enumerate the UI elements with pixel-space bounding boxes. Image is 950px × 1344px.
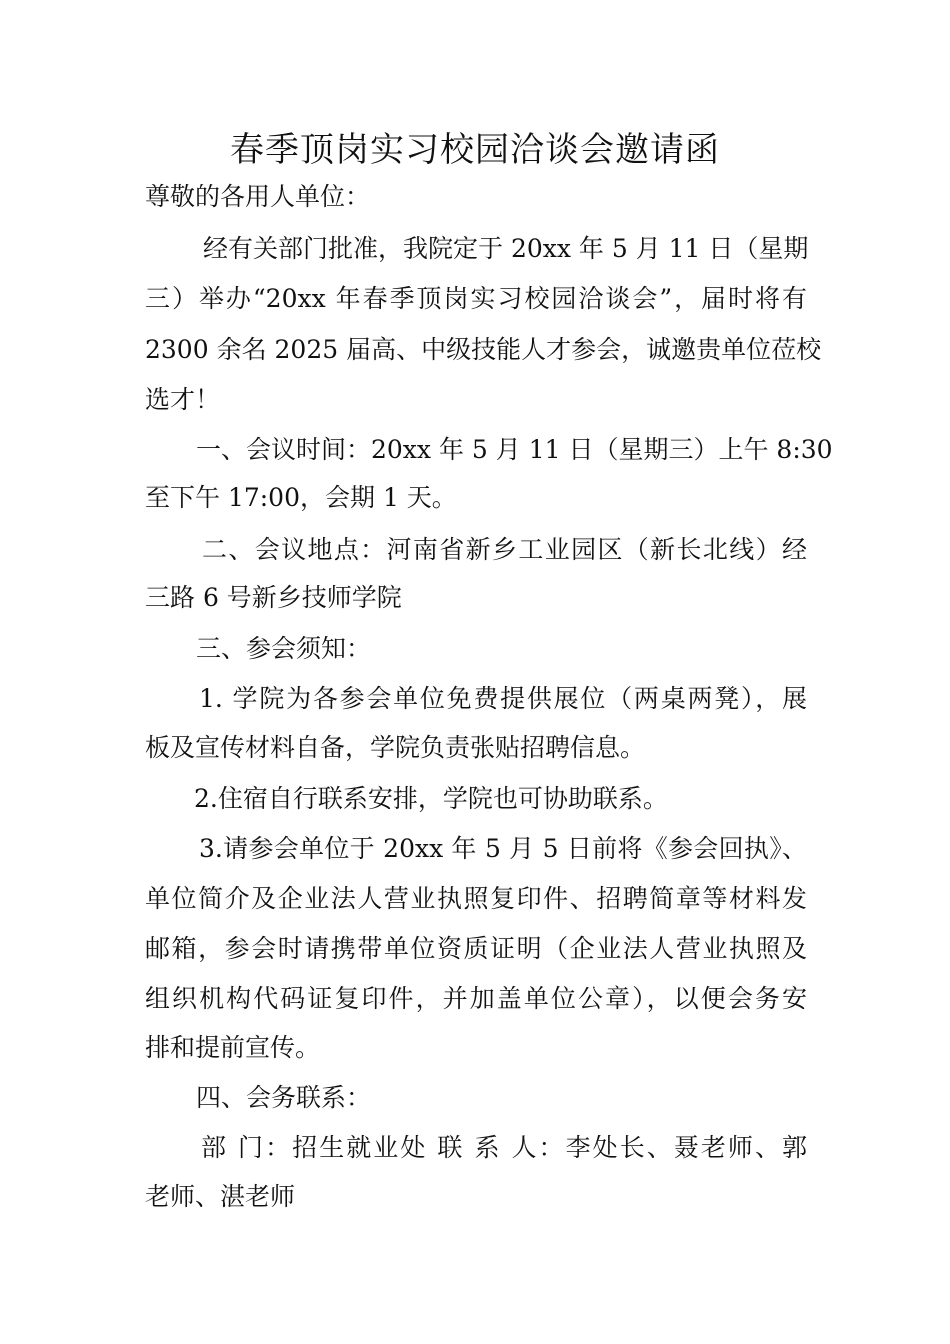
- note-3-line-5: 排和提前宣传。: [145, 1033, 321, 1062]
- note-2: 2.住宿自行联系安排，学院也可协助联系。: [194, 784, 668, 813]
- document-title: 春季顶岗实习校园洽谈会邀请函: [230, 130, 720, 170]
- note-3-line-4: 组织机构代码证复印件，并加盖单位公章），以便会务安: [145, 984, 807, 1013]
- contact-line-1: 部 门：招生就业处 联 系 人：李处长、聂老师、郭: [201, 1133, 807, 1162]
- note-1-line-1: 1. 学院为各参会单位免费提供展位（两桌两凳），展: [199, 684, 807, 713]
- meeting-time-line-2: 至下午 17:00，会期 1 天。: [145, 483, 457, 512]
- intro-line-4: 选才！: [145, 385, 221, 414]
- intro-line-3: 2300 余名 2025 届高、中级技能人才参会，诚邀贵单位莅校: [145, 335, 822, 364]
- notes-heading: 三、参会须知：: [196, 634, 372, 663]
- salutation: 尊敬的各用人单位：: [145, 182, 371, 211]
- meeting-time-line-1: 一、会议时间：20xx 年 5 月 11 日（星期三）上午 8:30: [196, 435, 833, 464]
- meeting-location-line-2: 三路 6 号新乡技师学院: [145, 583, 402, 612]
- contact-heading: 四、会务联系：: [196, 1083, 372, 1112]
- note-3-line-1: 3.请参会单位于 20xx 年 5 月 5 日前将《参会回执》、: [199, 834, 807, 863]
- meeting-location-line-1: 二、会议地点：河南省新乡工业园区（新长北线）经: [202, 535, 807, 564]
- note-1-line-2: 板及宣传材料自备，学院负责张贴招聘信息。: [145, 733, 646, 762]
- intro-line-2: 三）举办“20xx 年春季顶岗实习校园洽谈会”，届时将有: [145, 284, 807, 313]
- note-3-line-2: 单位简介及企业法人营业执照复印件、招聘简章等材料发: [145, 884, 807, 913]
- note-3-line-3: 邮箱，参会时请携带单位资质证明（企业法人营业执照及: [145, 934, 807, 963]
- contact-line-2: 老师、湛老师: [145, 1182, 296, 1211]
- intro-line-1: 经有关部门批准，我院定于 20xx 年 5 月 11 日（星期: [203, 234, 809, 263]
